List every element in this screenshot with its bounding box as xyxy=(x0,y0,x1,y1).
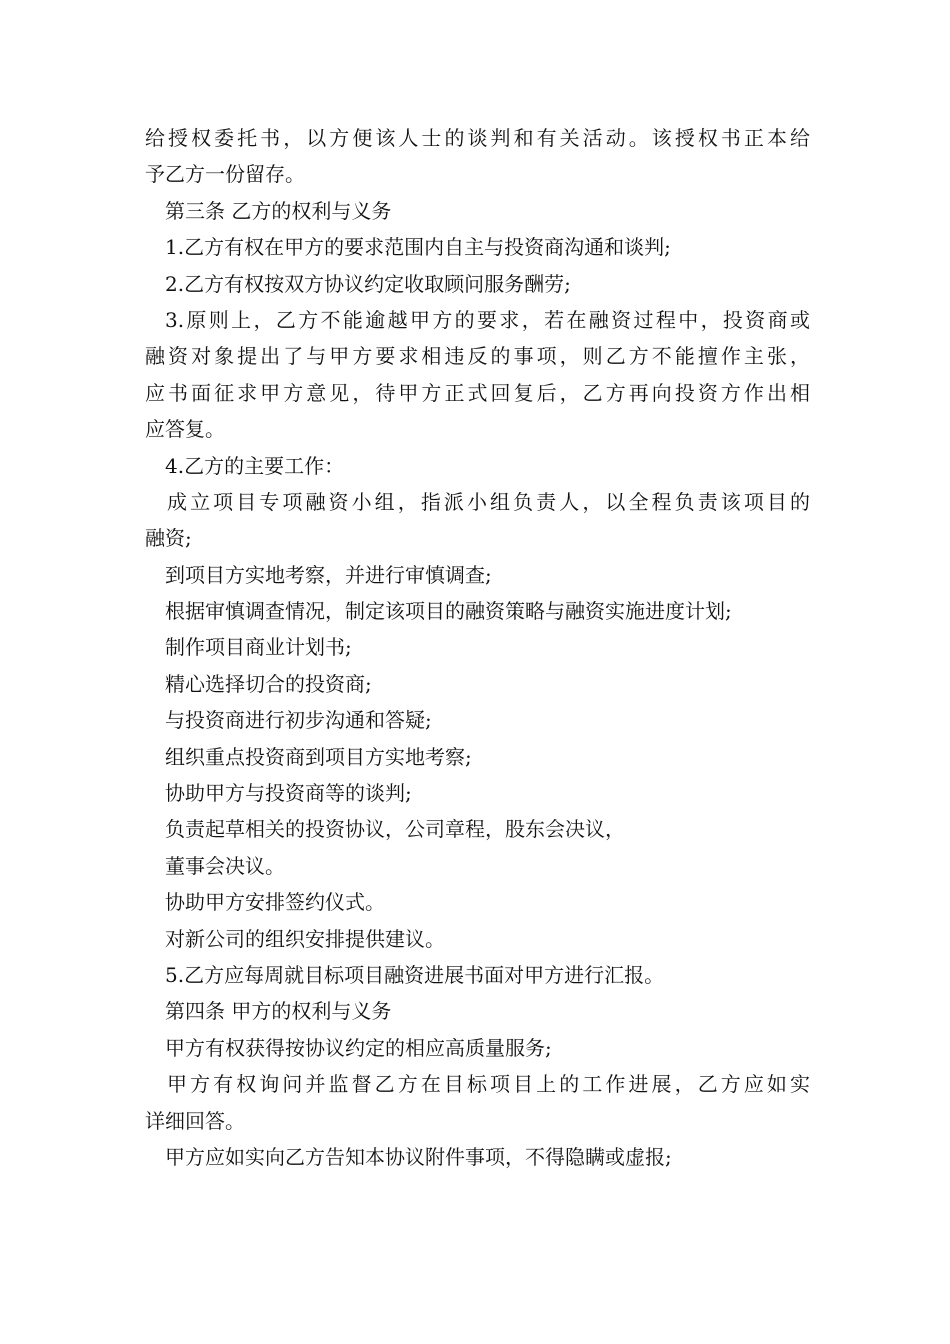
list-item: 4.乙方的主要工作： xyxy=(165,453,345,478)
paragraph-line: 予乙方一份留存。 xyxy=(145,162,305,187)
list-item: 制作项目商业计划书; xyxy=(165,635,352,660)
list-item: 甲方应如实向乙方告知本协议附件事项，不得隐瞒或虚报; xyxy=(165,1144,672,1169)
paragraph-line: 详细回答。 xyxy=(145,1108,245,1133)
list-item: 董事会决议。 xyxy=(165,853,285,878)
paragraph-line: 应书面征求甲方意见，待甲方正式回复后，乙方再向投资方作出相 xyxy=(145,380,810,405)
list-item: 根据审慎调查情况，制定该项目的融资策略与融资实施进度计划; xyxy=(165,599,732,624)
document-body xyxy=(145,120,810,1175)
list-item: 组织重点投资商到项目方实地考察; xyxy=(165,744,472,769)
paragraph-line: 融资; xyxy=(145,526,192,551)
list-item: 2.乙方有权按双方协议约定收取顾问服务酬劳; xyxy=(165,271,571,296)
list-item: 甲方有权询问并监督乙方在目标项目上的工作进展，乙方应如实 xyxy=(167,1072,810,1097)
list-item: 与投资商进行初步沟通和答疑; xyxy=(165,708,432,733)
paragraph-line: 融资对象提出了与甲方要求相违反的事项，则乙方不能擅作主张， xyxy=(145,344,810,369)
list-item: 协助甲方安排签约仪式。 xyxy=(165,890,385,915)
list-item: 成立项目专项融资小组，指派小组负责人，以全程负责该项目的 xyxy=(167,489,810,514)
list-item: 负责起草相关的投资协议，公司章程，股东会决议， xyxy=(165,817,625,842)
paragraph-line: 给授权委托书，以方便该人士的谈判和有关活动。该授权书正本给 xyxy=(145,126,810,150)
paragraph-line: 应答复。 xyxy=(145,417,225,442)
list-item: 协助甲方与投资商等的谈判; xyxy=(165,781,412,806)
list-item: 到项目方实地考察，并进行审慎调查; xyxy=(165,562,492,587)
list-item: 1.乙方有权在甲方的要求范围内自主与投资商沟通和谈判; xyxy=(165,235,671,260)
list-item: 对新公司的组织安排提供建议。 xyxy=(165,926,445,951)
list-item: 甲方有权获得按协议约定的相应高质量服务; xyxy=(165,1035,552,1060)
list-item: 精心选择切合的投资商; xyxy=(165,671,372,696)
section-heading: 第四条 甲方的权利与义务 xyxy=(165,999,392,1024)
list-item: 5.乙方应每周就目标项目融资进展书面对甲方进行汇报。 xyxy=(165,962,665,987)
list-item: 3.原则上，乙方不能逾越甲方的要求，若在融资过程中，投资商或 xyxy=(165,307,810,332)
section-heading: 第三条 乙方的权利与义务 xyxy=(165,198,392,223)
